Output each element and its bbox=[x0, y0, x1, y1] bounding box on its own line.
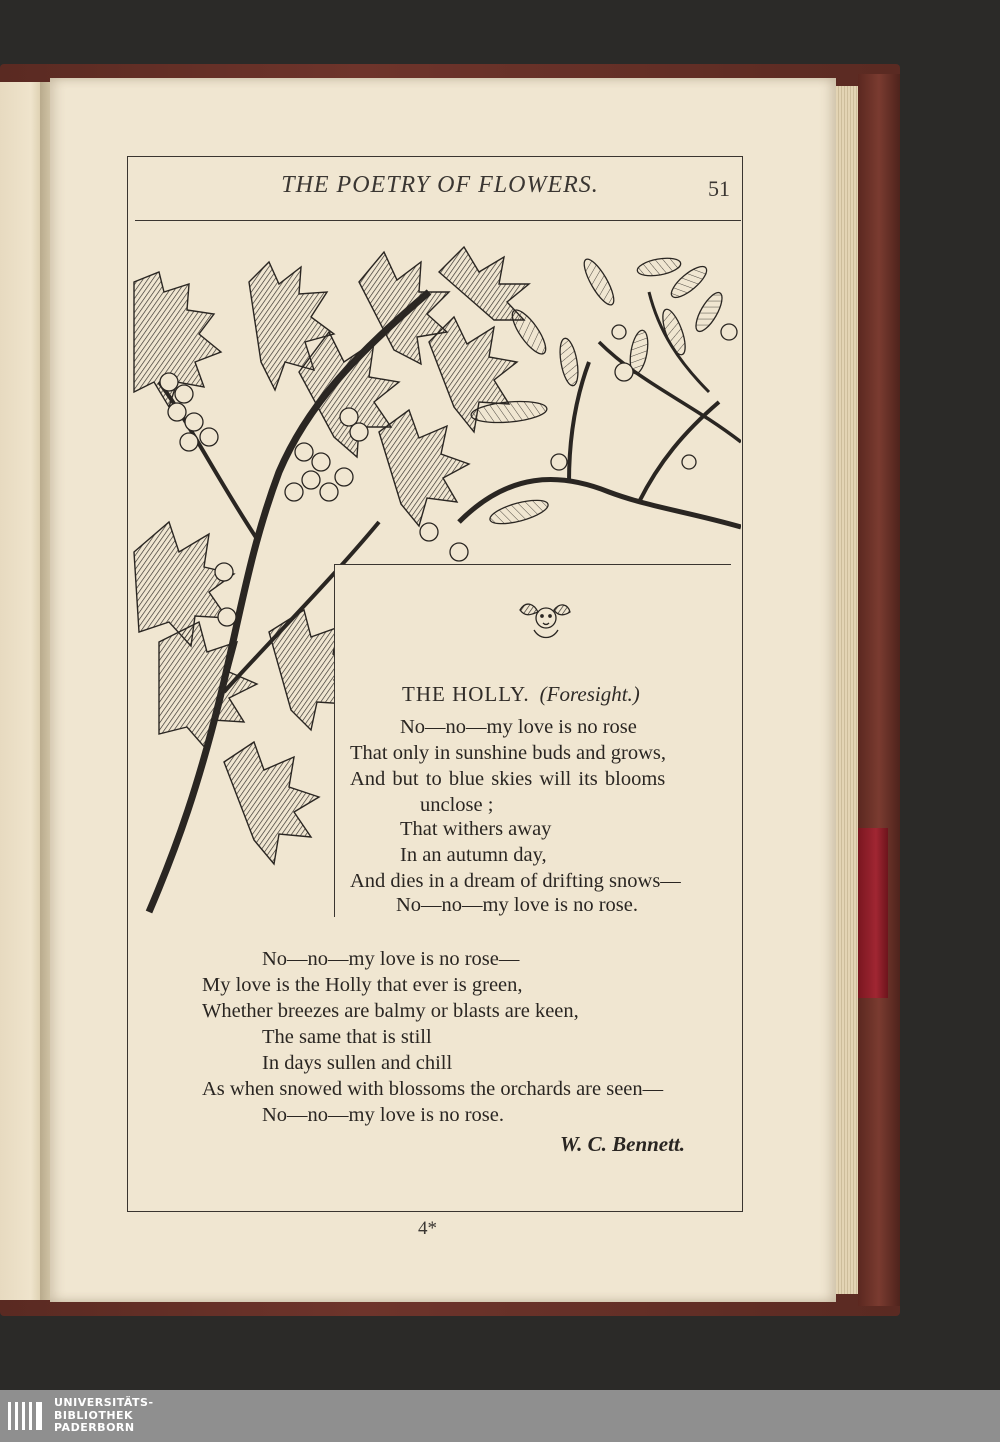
page-fore-edge bbox=[836, 86, 858, 1294]
cherub-ornament-icon bbox=[516, 596, 572, 642]
library-name-line-1: UNIVERSITÄTS- bbox=[54, 1396, 154, 1409]
stanza2-line-2: My love is the Holly that ever is green, bbox=[202, 974, 523, 996]
stanza2-line-5: In days sullen and chill bbox=[262, 1052, 453, 1074]
header-rule bbox=[135, 220, 741, 221]
poem-title bbox=[402, 682, 640, 707]
stanza2-line-1: No—no—my love is no rose— bbox=[262, 948, 520, 970]
stanza2-line-7: No—no—my love is no rose. bbox=[262, 1104, 504, 1126]
stanza1-line-1: No—no—my love is no rose bbox=[400, 716, 637, 738]
stanza1-line-3: And but to blue skies will its blooms bbox=[350, 768, 666, 790]
library-name-line-2: BIBLIOTHEK bbox=[54, 1408, 134, 1422]
stanza1-line-8: No—no—my love is no rose. bbox=[396, 894, 638, 916]
stanza2-line-4: The same that is still bbox=[262, 1026, 432, 1048]
left-page-edge bbox=[0, 82, 44, 1300]
library-name bbox=[54, 1397, 154, 1435]
running-head: THE POETRY OF FLOWERS. bbox=[281, 172, 599, 198]
signature-mark: 4* bbox=[418, 1218, 437, 1239]
stanza1-line-7: And dies in a dream of drifting snows— bbox=[350, 870, 681, 892]
stanza2-line-6: As when snowed with blossoms the orchards are seen— bbox=[202, 1078, 664, 1100]
library-logo-icon bbox=[6, 1398, 46, 1434]
poem-subtitle: (Foresight.) bbox=[539, 682, 640, 706]
library-name-line-3: PADERBORN bbox=[54, 1421, 135, 1434]
stanza1-line-4: unclose ; bbox=[420, 794, 494, 816]
page-number: 51 bbox=[708, 176, 730, 201]
stanza2-line-3: Whether breezes are balmy or blasts are keen, bbox=[202, 1000, 579, 1022]
stanza1-line-5: That withers away bbox=[400, 818, 552, 840]
stanza1-line-6: In an autumn day, bbox=[400, 844, 547, 866]
ribbon-bookmark bbox=[858, 828, 888, 998]
poem-author: W. C. Bennett. bbox=[560, 1132, 686, 1156]
library-footer-bar bbox=[0, 1390, 1000, 1442]
stanza1-line-2: That only in sunshine buds and grows, bbox=[350, 742, 667, 764]
poem-title-text: THE HOLLY. bbox=[402, 682, 530, 706]
cover-edge bbox=[858, 74, 900, 1306]
